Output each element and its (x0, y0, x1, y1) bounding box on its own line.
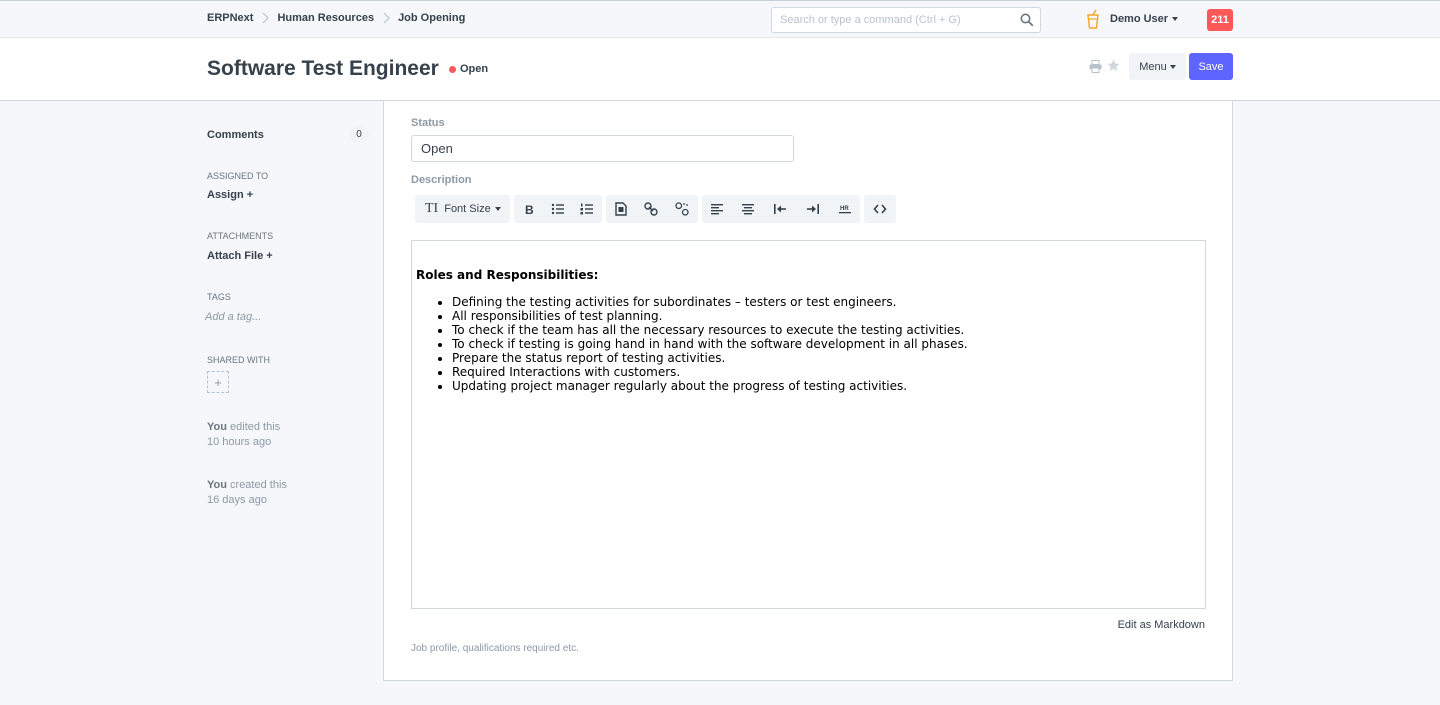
bullet-list-icon (551, 202, 565, 216)
list-item: • Defining the testing activities for subordinates – testers or test engineers. (452, 295, 968, 309)
comments-label: Comments (207, 129, 264, 141)
list-item: • Required Interactions with customers. (452, 365, 968, 379)
code-icon (873, 202, 887, 216)
description-editor[interactable] (411, 240, 1206, 609)
add-tag-input[interactable]: Add a tag... (205, 311, 262, 323)
search-input[interactable] (772, 8, 1012, 32)
bold-icon (522, 202, 536, 216)
outdent-icon (773, 202, 787, 216)
status-field-label: Status (411, 117, 445, 129)
notification-badge[interactable]: 211 (1207, 9, 1233, 31)
unlink-icon (675, 202, 689, 216)
font-size-dropdown[interactable] (415, 195, 510, 223)
indent-icon (806, 202, 820, 216)
breadcrumb-job-opening[interactable]: Job Opening (398, 12, 466, 24)
menu-label: Menu (1139, 60, 1167, 73)
bullet-list-button[interactable] (544, 195, 573, 223)
log-time: 10 hours ago (207, 436, 272, 448)
status-indicator (449, 63, 488, 75)
list-item: • Updating project manager regularly about the progress of testing activities. (452, 379, 968, 393)
save-button[interactable]: Save (1189, 53, 1233, 80)
list-item: • Prepare the status report of testing activities. (452, 351, 968, 365)
assign-button[interactable]: Assign + (207, 189, 254, 201)
caret-down-icon (495, 207, 501, 211)
numbered-list-icon (580, 202, 594, 216)
breadcrumb-human-resources[interactable]: Human Resources (277, 12, 375, 24)
share-add-button[interactable]: + (207, 371, 229, 393)
indent-button[interactable] (797, 195, 830, 223)
list-item: • All responsibilities of test planning. (452, 309, 968, 323)
log-user: You (207, 421, 227, 433)
log-action: created this (226, 479, 287, 491)
user-avatar-icon (1086, 9, 1100, 29)
attach-file-button[interactable]: Attach File + (207, 250, 273, 262)
user-name: Demo User (1110, 13, 1169, 25)
breadcrumb (207, 11, 465, 25)
menu-button[interactable] (1129, 53, 1186, 80)
sidebar-comments[interactable] (207, 129, 369, 141)
status-select[interactable]: Open (411, 135, 794, 162)
align-left-icon (710, 202, 724, 216)
text-height-icon: TI (425, 201, 439, 216)
outdent-button[interactable] (764, 195, 797, 223)
activity-log-item (207, 420, 280, 450)
horizontal-rule-button[interactable] (830, 195, 860, 223)
search-icon[interactable] (1020, 13, 1034, 27)
align-left-button[interactable] (702, 195, 733, 223)
tags-label: TAGS (207, 292, 231, 302)
code-view-button[interactable] (864, 195, 896, 223)
list-item: • To check if testing is going hand in hand with the software development in all phases. (452, 337, 968, 351)
editor-toolbar (415, 195, 900, 223)
caret-down-icon (1172, 17, 1178, 21)
navbar (0, 0, 1440, 38)
chevron-right-icon (374, 11, 398, 25)
form-layout (383, 101, 1233, 681)
description-field-label: Description (411, 174, 472, 186)
log-action: edited this (226, 421, 281, 433)
insert-image-button[interactable] (606, 195, 636, 223)
editor-heading: Roles and Responsibilities: (416, 268, 599, 282)
list-item: • To check if the team has all the necessary resources to execute the testing activities. (452, 323, 968, 337)
assigned-to-label: ASSIGNED TO (207, 171, 269, 181)
status-dot-icon (449, 66, 456, 73)
bold-button[interactable] (514, 195, 544, 223)
shared-with-label: SHARED WITH (207, 355, 270, 365)
svg-text:B: B (524, 203, 534, 216)
horizontal-rule-icon (838, 202, 852, 216)
comments-count-badge: 0 (349, 126, 369, 143)
editor-list (452, 295, 968, 393)
activity-log-item (207, 478, 287, 508)
breadcrumb-erpnext[interactable]: ERPNext (207, 12, 254, 24)
print-icon[interactable] (1089, 60, 1102, 73)
caret-down-icon (1170, 65, 1176, 69)
svg-text:HR: HR (839, 206, 849, 212)
description-help-text: Job profile, qualifications required etc. (411, 643, 579, 654)
numbered-list-button[interactable] (573, 195, 602, 223)
log-user: You (207, 479, 227, 491)
star-icon[interactable] (1107, 59, 1120, 72)
image-icon (614, 202, 628, 216)
status-text: Open (460, 63, 489, 75)
log-time: 16 days ago (207, 494, 267, 506)
chevron-right-icon (253, 11, 277, 25)
unlink-button[interactable] (666, 195, 698, 223)
edit-as-markdown-link[interactable]: Edit as Markdown (1117, 619, 1205, 631)
align-center-button[interactable] (733, 195, 764, 223)
link-icon (644, 202, 658, 216)
attachments-label: ATTACHMENTS (207, 231, 274, 241)
insert-link-button[interactable] (636, 195, 666, 223)
search-box (771, 7, 1041, 33)
page-title: Software Test Engineer (207, 57, 439, 80)
page-head (0, 38, 1440, 101)
font-size-label: Font Size (444, 203, 491, 215)
user-dropdown[interactable] (1086, 9, 1178, 29)
align-center-icon (741, 202, 755, 216)
